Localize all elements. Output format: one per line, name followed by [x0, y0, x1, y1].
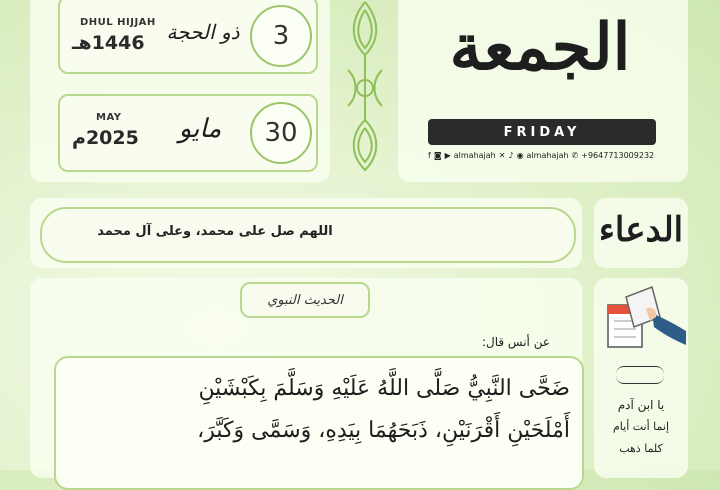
- hijri-month-ar: ذو الحجة: [166, 20, 240, 44]
- hijri-month-en: DHUL HIJJAH: [80, 17, 156, 28]
- hadith-heading: الحديث النبوي: [267, 292, 343, 308]
- x-icon: ✕: [498, 151, 506, 160]
- youtube-icon: ▶: [444, 151, 451, 160]
- hadith-line-2: أَمْلَحَيْنِ أَقْرَنَيْنِ، ذَبَحَهُمَا بِيَدِهِ، وَسَمَّى وَكَبَّرَ،: [197, 418, 570, 443]
- social-handle-2: almahajah: [526, 151, 569, 160]
- quote-line-2: إنما أنت أيام: [612, 420, 670, 433]
- facebook-icon: f: [428, 151, 431, 160]
- instagram-icon: ◙: [433, 151, 442, 160]
- quote-ornament: [616, 366, 664, 384]
- hijri-year: 1446هـ: [72, 32, 145, 54]
- social-handle-1: almahajah: [453, 151, 496, 160]
- phone-number: +9647713009232: [581, 151, 655, 160]
- quote-line-1: يا ابن آدم: [617, 398, 665, 412]
- day-name-en: FRIDAY: [503, 124, 581, 140]
- ornament-divider: [340, 0, 390, 175]
- gregorian-month-ar: مايو: [178, 114, 222, 144]
- calendar-hand-icon: [600, 283, 686, 355]
- day-name-ar: الجمعة: [449, 10, 631, 85]
- day-name-en-bar: [428, 119, 656, 145]
- gregorian-day: 30: [250, 102, 312, 164]
- whatsapp-icon: ✆: [571, 151, 579, 160]
- hadith-heading-badge: [240, 282, 370, 318]
- telegram-icon: ◉: [516, 151, 524, 160]
- tiktok-icon: ♪: [508, 151, 514, 160]
- gregorian-year: 2025م: [72, 127, 139, 149]
- hadith-narrator: عن أنس قال:: [481, 335, 550, 349]
- hijri-day: 3: [250, 5, 312, 67]
- dua-heading: الدعاء: [598, 210, 684, 250]
- hadith-line-1: ضَحَّى النَّبِيُّ صَلَّى اللَّهُ عَلَيْهِ وَسَلَّمَ بِكَبْشَيْنِ: [198, 376, 570, 401]
- dua-text: اللهم صل على محمد، وعلى آل محمد: [97, 224, 333, 239]
- quote-line-3: كلما ذهب: [619, 442, 663, 455]
- gregorian-month-en: MAY: [96, 112, 122, 123]
- social-links: [428, 151, 658, 160]
